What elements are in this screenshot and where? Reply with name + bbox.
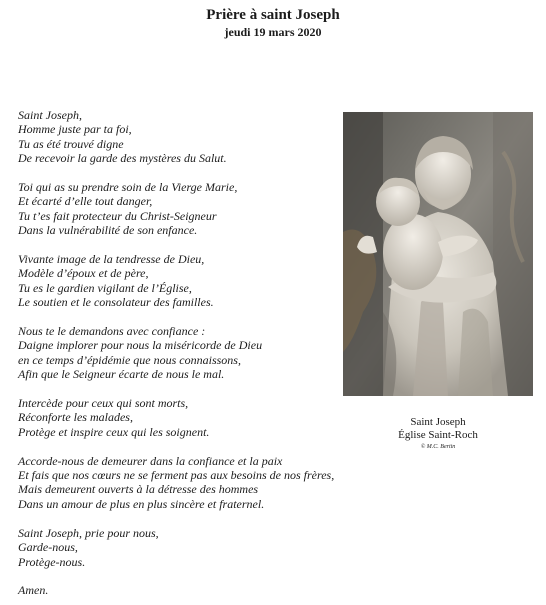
prayer-line: Toi qui as su prendre soin de la Vierge Marie, [18, 180, 238, 195]
prayer-line: Garde-nous, [18, 540, 78, 555]
prayer-stanza [18, 324, 338, 382]
document-date: jeudi 19 mars 2020 [224, 25, 322, 39]
prayer-line: Mais demeurent ouverts à la détresse des hommes [18, 482, 259, 497]
prayer-line: Le soutien et le consolateur des familles. [18, 295, 214, 310]
prayer-text [18, 108, 338, 598]
prayer-stanza [18, 396, 338, 439]
prayer-line: Dans la vulnérabilité de son enfance. [18, 223, 198, 238]
prayer-stanza [18, 180, 338, 238]
prayer-line: Et écarté d’elle tout danger, [18, 194, 153, 209]
prayer-stanza [18, 108, 338, 166]
prayer-line: Daigne implorer pour nous la miséricorde de Dieu [18, 338, 263, 353]
prayer-line: Saint Joseph, [18, 108, 82, 122]
prayer-line: Tu es le gardien vigilant de l’Église, [18, 280, 192, 295]
prayer-line: Tu as été trouvé digne [18, 136, 124, 151]
prayer-line: Nous te le demandons avec confiance : [18, 324, 206, 339]
prayer-line: Protège-nous. [18, 554, 86, 569]
prayer-line: Et fais que nos cœurs ne se ferment pas aux besoins de nos frères, [18, 468, 335, 483]
prayer-line: De recevoir la garde des mystères du Salut. [18, 151, 227, 166]
prayer-line: Tu t’es fait protecteur du Christ-Seigneur [18, 208, 217, 223]
prayer-line: Réconforte les malades, [18, 410, 133, 425]
prayer-line: Accorde-nous de demeurer dans la confiance et la paix [18, 453, 283, 468]
prayer-stanza [18, 252, 338, 310]
photo-credit: © M.C. Bertin [420, 444, 456, 450]
prayer-line: Modèle d’époux et de père, [18, 266, 149, 281]
prayer-line: Saint Joseph, prie pour nous, [18, 525, 159, 540]
prayer-stanza [18, 526, 338, 569]
prayer-line: Amen. [18, 583, 49, 598]
prayer-stanza [18, 454, 338, 512]
prayer-line: Protège et inspire ceux qui les soignent. [18, 424, 210, 439]
prayer-stanza [18, 583, 338, 597]
photo-caption-title: Saint Joseph [410, 416, 466, 428]
saint-joseph-statue-photo [343, 112, 533, 396]
prayer-line: Intercède pour ceux qui sont morts, [18, 396, 189, 411]
prayer-line: Vivante image de la tendresse de Dieu, [18, 252, 205, 267]
photo-caption-location: Église Saint-Roch [398, 429, 478, 441]
prayer-line: Homme juste par ta foi, [18, 122, 132, 137]
document-title: Prière à saint Joseph [206, 7, 340, 23]
prayer-line: Dans un amour de plus en plus sincère et fraternel. [18, 496, 265, 511]
prayer-line: en ce temps d’épidémie que nous connaissons, [18, 352, 241, 367]
prayer-line: Afin que le Seigneur écarte de nous le mal. [18, 367, 225, 382]
